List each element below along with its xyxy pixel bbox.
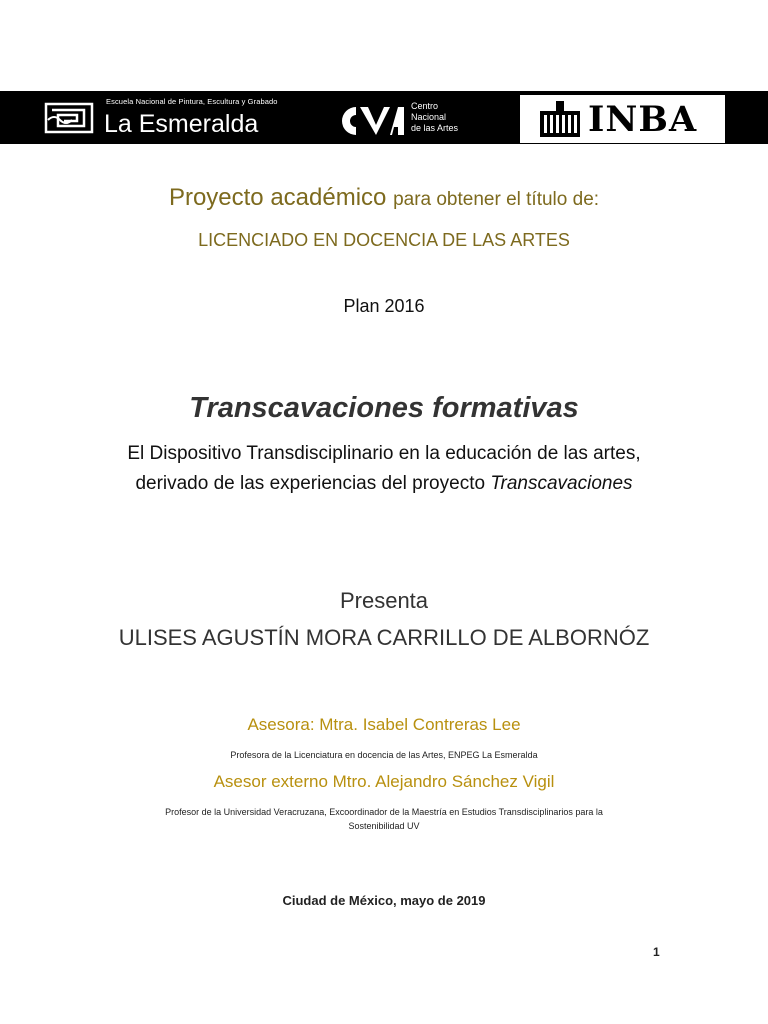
esmeralda-logo <box>44 96 284 140</box>
project-suffix: para obtener el título de: <box>393 189 600 210</box>
thesis-subtitle-line-1: El Dispositivo Transdisciplinario en la educación de las artes, <box>127 443 641 464</box>
cna-line-3: de las Artes <box>411 123 459 133</box>
thesis-subtitle-line-2 <box>0 473 768 495</box>
cna-mark-icon <box>340 105 404 137</box>
advisor-role: Profesora de la Licenciatura en docencia de las Artes, ENPEG La Esmeralda <box>230 750 538 760</box>
subtitle-prefix: derivado de las experiencias del proyecto <box>135 473 486 494</box>
plan-year: Plan 2016 <box>343 296 425 316</box>
cna-line-1: Centro <box>411 101 439 111</box>
thesis-title: Transcavaciones formativas <box>189 392 579 424</box>
cna-line-2: Nacional <box>411 112 447 122</box>
cna-text <box>411 101 458 134</box>
external-advisor-name: Asesor externo Mtro. Alejandro Sánchez Vigil <box>213 772 555 791</box>
inba-name: INBA <box>588 99 698 140</box>
project-title: Proyecto académico <box>168 184 387 211</box>
inba-logo <box>520 95 725 143</box>
project-heading <box>0 184 768 212</box>
subtitle-italic: Transcavaciones <box>490 473 633 494</box>
esmeralda-spiral-icon <box>44 100 94 136</box>
page-number: 1 <box>653 945 660 959</box>
degree-title: LICENCIADO EN DOCENCIA DE LAS ARTES <box>198 230 570 250</box>
palacio-bellas-artes-icon <box>538 99 582 139</box>
place-date: Ciudad de México, mayo de 2019 <box>282 893 486 908</box>
advisor-name: Asesora: Mtra. Isabel Contreras Lee <box>247 715 521 734</box>
presenta-label: Presenta <box>339 588 429 613</box>
esmeralda-subtitle: Escuela Nacional de Pintura, Escultura y Grabado <box>106 97 278 106</box>
cna-logo <box>340 101 470 141</box>
external-advisor-role-line-2: Sostenibilidad UV <box>348 821 420 831</box>
author-name: ULISES AGUSTÍN MORA CARRILLO DE ALBORNÓZ <box>118 625 650 650</box>
esmeralda-name: La Esmeralda <box>104 110 259 138</box>
external-advisor-role-line-1: Profesor de la Universidad Veracruzana, Excoordinador de la Maestría en Estudios Transdisciplinarios para la <box>165 807 603 817</box>
